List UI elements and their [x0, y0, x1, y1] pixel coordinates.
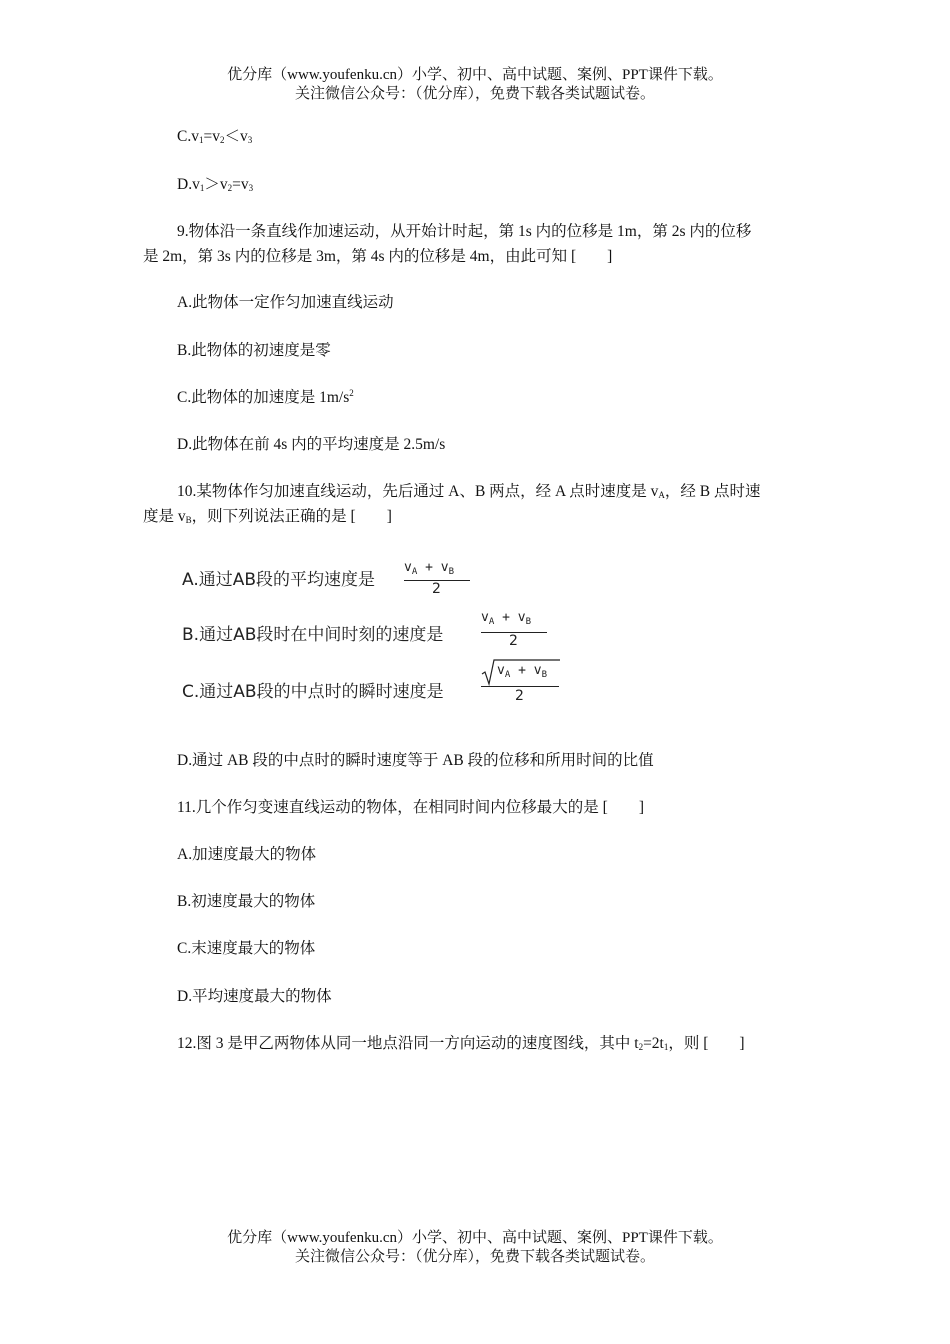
- q10-option-d: D.通过 AB 段的中点时的瞬时速度等于 AB 段的位移和所用时间的比值: [177, 752, 654, 769]
- q11-option-b: B.初速度最大的物体: [177, 893, 316, 910]
- q8-option-c: $C.v_1=v_2<v_3$: [177, 128, 253, 145]
- q9-option-b: B.此物体的初速度是零: [177, 342, 331, 359]
- q9-option-c: C.此物体的加速度是 $1m/s^2$: [177, 388, 354, 406]
- fraction-denominator: 2: [509, 633, 518, 649]
- q10-option-b-label: B.通过AB段时在中间时刻的速度是: [182, 625, 444, 645]
- q9-stem-line-2: 是 2m，第 3s 内的位移是 3m，第 4s 内的位移是 4m，由此可知 [ ]: [143, 248, 613, 265]
- fraction-bar: [481, 686, 559, 687]
- q10-stem-line-2: 度是 $v_B$，则下列说法正确的是 [ ]: [143, 508, 392, 525]
- fraction-numerator: $v_A + v_B$: [404, 560, 454, 577]
- q10-option-a-fraction: [404, 560, 472, 600]
- q10-option-a-label: A.通过AB段的平均速度是: [182, 570, 376, 590]
- q11-option-a: A.加速度最大的物体: [177, 846, 317, 863]
- q12-stem: 12.图 3 是甲乙两物体从同一地点沿同一方向运动的速度图线，其中 $t_2=2t_1$，则 [ ]: [177, 1035, 745, 1052]
- page-footer: [0, 1229, 950, 1267]
- q8-option-d: $D.v_1>v_2=v_3$: [177, 176, 254, 193]
- fraction-denominator: 2: [515, 688, 524, 704]
- fraction-denominator: 2: [432, 581, 441, 597]
- footer-line-2: 关注微信公众号：（优分库），免费下载各类试题试卷。: [294, 1249, 655, 1265]
- q11-option-d: D.平均速度最大的物体: [177, 988, 332, 1005]
- q9-stem-line-1: 9.物体沿一条直线作加速运动，从开始计时起，第 1s 内的位移是 1m，第 2s 内的位移: [177, 223, 752, 240]
- q10-stem-line-1: 10.某物体作匀加速直线运动，先后通过 A、B 两点，经 A 点时速度是 $v_A$，经 B 点时速: [177, 483, 761, 500]
- q9-option-d: D.此物体在前 4s 内的平均速度是 2.5m/s: [177, 436, 446, 453]
- header-line-1: 优分库（www.youfenku.cn）小学、初中、高中试题、案例、PPT课件下载。: [227, 67, 723, 83]
- q10-option-c-label: C.通过AB段的中点时的瞬时速度是: [182, 682, 444, 702]
- header-line-2: 关注微信公众号：（优分库），免费下载各类试题试卷。: [294, 86, 655, 102]
- footer-line-1: 优分库（www.youfenku.cn）小学、初中、高中试题、案例、PPT课件下载。: [227, 1230, 723, 1246]
- q10-option-b-fraction: [481, 610, 549, 652]
- page-header: [0, 66, 950, 104]
- q11-option-c: C.末速度最大的物体: [177, 940, 316, 957]
- q9-option-a: A.此物体一定作匀加速直线运动: [177, 294, 394, 311]
- q10-option-c-fraction: [481, 658, 561, 708]
- fraction-numerator: $v_A + v_B$: [481, 610, 531, 627]
- q11-stem: 11.几个作匀变速直线运动的物体，在相同时间内位移最大的是 [ ]: [177, 799, 645, 816]
- fraction-numerator: $v_A + v_B$: [497, 663, 547, 680]
